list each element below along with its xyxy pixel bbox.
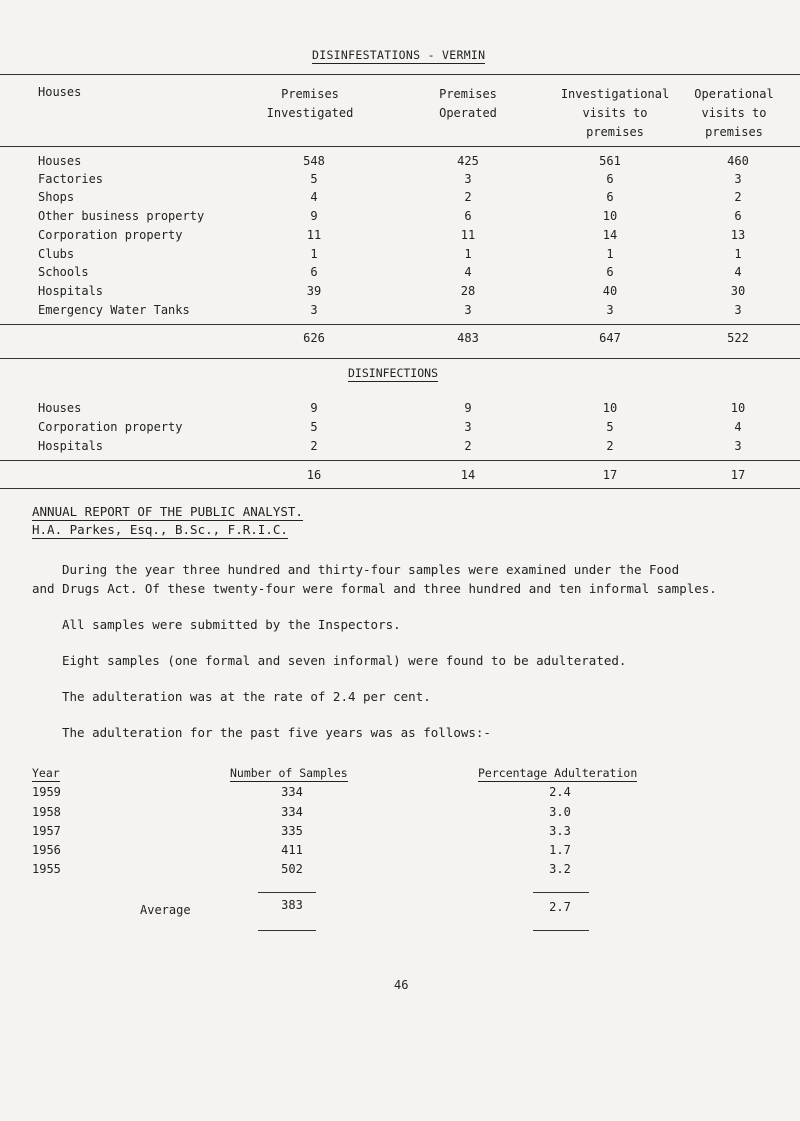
cell-investigational: 40 <box>602 284 618 298</box>
total-investigated: 626 <box>303 331 325 345</box>
header-investigational-visits: Investigational visits to premises <box>560 87 670 139</box>
cell-investigational: 6 <box>606 265 614 279</box>
table-row <box>0 843 800 861</box>
paragraph-4: The adulteration was at the rate of 2.4 per cent. <box>62 689 431 704</box>
cell-investigational: 6 <box>606 172 614 186</box>
average-label: Average <box>140 903 191 917</box>
row-label: Emergency Water Tanks <box>38 303 190 317</box>
cell-operational: 10 <box>730 401 746 415</box>
row-label: Schools <box>38 265 89 279</box>
table-row <box>0 303 800 321</box>
cell-operational: 13 <box>730 228 746 242</box>
column-percentage-adulteration: Percentage Adulteration <box>478 766 638 780</box>
total-operated: 483 <box>457 331 479 345</box>
year: 1956 <box>32 843 61 857</box>
percentage: 3.2 <box>549 862 571 876</box>
cell-investigated: 548 <box>303 154 325 168</box>
samples: 502 <box>281 862 303 876</box>
cell-investigated: 2 <box>310 439 318 453</box>
table-row <box>0 247 800 265</box>
table-row <box>0 209 800 227</box>
cell-operational: 4 <box>734 420 742 434</box>
table-row <box>0 439 800 457</box>
cell-investigated: 6 <box>310 265 318 279</box>
samples-total-rule-top <box>258 892 316 893</box>
header-operational-visits: Operational visits to premises <box>694 87 774 139</box>
table-row <box>0 862 800 880</box>
cell-investigational: 3 <box>606 303 614 317</box>
cell-operational: 6 <box>734 209 742 223</box>
cell-operational: 30 <box>730 284 746 298</box>
header-premises-operated: Premises Operated <box>439 87 497 120</box>
cell-investigated: 5 <box>310 420 318 434</box>
cell-investigated: 9 <box>310 401 318 415</box>
table-row <box>0 420 800 438</box>
cell-operated: 3 <box>464 420 472 434</box>
cell-investigated: 39 <box>306 284 322 298</box>
row-label: Corporation property <box>38 420 183 434</box>
cell-operated: 4 <box>464 265 472 279</box>
cell-operational: 4 <box>734 265 742 279</box>
pct-total-rule-bottom <box>533 930 589 931</box>
cell-operational: 2 <box>734 190 742 204</box>
cell-operated: 425 <box>457 154 479 168</box>
table-row <box>0 785 800 803</box>
column-year: Year <box>32 766 60 780</box>
cell-investigated: 9 <box>310 209 318 223</box>
disinfections-totals-top-rule <box>0 460 800 461</box>
cell-operational: 1 <box>734 247 742 261</box>
table-top-rule <box>0 74 800 75</box>
table-row <box>0 401 800 419</box>
average-samples: 383 <box>281 898 303 912</box>
report-heading: ANNUAL REPORT OF THE PUBLIC ANALYST. <box>32 504 303 519</box>
table-row <box>0 284 800 302</box>
samples: 411 <box>281 843 303 857</box>
cell-operated: 28 <box>460 284 476 298</box>
row-label: Factories <box>38 172 104 186</box>
total-operational: 522 <box>727 331 749 345</box>
cell-operated: 6 <box>464 209 472 223</box>
percentage: 2.4 <box>549 785 571 799</box>
samples: 334 <box>281 805 303 819</box>
total-operated: 14 <box>460 468 476 482</box>
disinfections-bottom-rule <box>0 488 800 489</box>
total-investigated: 16 <box>306 468 322 482</box>
table-row <box>0 190 800 208</box>
cell-operational: 3 <box>734 439 742 453</box>
cell-operated: 2 <box>464 190 472 204</box>
row-label: Houses <box>38 154 82 168</box>
page-number: 46 <box>394 978 409 992</box>
cell-operated: 9 <box>464 401 472 415</box>
table-row <box>0 805 800 823</box>
cell-investigated: 4 <box>310 190 318 204</box>
percentage: 3.3 <box>549 824 571 838</box>
cell-investigational: 6 <box>606 190 614 204</box>
cell-operational: 460 <box>727 154 749 168</box>
cell-operated: 11 <box>460 228 476 242</box>
table-row <box>0 172 800 190</box>
cell-operated: 2 <box>464 439 472 453</box>
paragraph-1-line-1: During the year three hundred and thirty-four samples were examined under the Food <box>62 562 680 577</box>
total-investigational: 647 <box>599 331 621 345</box>
cell-investigational: 5 <box>606 420 614 434</box>
page-title: DISINFESTATIONS - VERMIN <box>312 48 486 62</box>
row-label: Hospitals <box>38 439 104 453</box>
cell-investigated: 3 <box>310 303 318 317</box>
paragraph-1-line-2: and Drugs Act. Of these twenty-four were formal and three hundred and ten informal samples. <box>32 581 717 596</box>
column-number-of-samples: Number of Samples <box>230 766 348 780</box>
row-label: Houses <box>38 401 82 415</box>
year: 1957 <box>32 824 61 838</box>
table-header-rule <box>0 146 800 147</box>
total-investigational: 17 <box>602 468 618 482</box>
paragraph-2: All samples were submitted by the Inspectors. <box>62 617 401 632</box>
table-row <box>0 265 800 283</box>
table-row <box>0 824 800 842</box>
samples: 334 <box>281 785 303 799</box>
cell-investigated: 11 <box>306 228 322 242</box>
report-author: H.A. Parkes, Esq., B.Sc., F.R.I.C. <box>32 522 288 537</box>
row-label: Shops <box>38 190 75 204</box>
percentage: 3.0 <box>549 805 571 819</box>
pct-total-rule-top <box>533 892 589 893</box>
samples-total-rule-bottom <box>258 930 316 931</box>
header-premises-investigated: Premises Investigated <box>266 87 354 120</box>
cell-investigated: 1 <box>310 247 318 261</box>
cell-investigational: 10 <box>602 401 618 415</box>
paragraph-3: Eight samples (one formal and seven informal) were found to be adulterated. <box>62 653 627 668</box>
cell-investigational: 1 <box>606 247 614 261</box>
paragraph-5: The adulteration for the past five years was as follows:- <box>62 725 491 740</box>
year: 1959 <box>32 785 61 799</box>
year: 1958 <box>32 805 61 819</box>
cell-investigational: 14 <box>602 228 618 242</box>
year: 1955 <box>32 862 61 876</box>
percentage: 1.7 <box>549 843 571 857</box>
totals-top-rule <box>0 324 800 325</box>
cell-investigated: 5 <box>310 172 318 186</box>
cell-operational: 3 <box>734 172 742 186</box>
cell-investigational: 10 <box>602 209 618 223</box>
totals-row <box>0 331 800 349</box>
row-label: Clubs <box>38 247 75 261</box>
totals-row <box>0 468 800 486</box>
average-percentage: 2.7 <box>549 900 571 914</box>
row-label: Other business property <box>38 209 205 223</box>
cell-operated: 3 <box>464 303 472 317</box>
table-row <box>0 228 800 246</box>
header-houses: Houses <box>38 85 82 99</box>
table-row <box>0 154 800 172</box>
disinfections-heading: DISINFECTIONS <box>348 366 439 380</box>
cell-investigational: 561 <box>599 154 621 168</box>
samples: 335 <box>281 824 303 838</box>
row-label: Corporation property <box>38 228 183 242</box>
cell-operational: 3 <box>734 303 742 317</box>
cell-operated: 3 <box>464 172 472 186</box>
total-operational: 17 <box>730 468 746 482</box>
row-label: Hospitals <box>38 284 104 298</box>
totals-bottom-rule <box>0 358 800 359</box>
cell-investigational: 2 <box>606 439 614 453</box>
cell-operated: 1 <box>464 247 472 261</box>
